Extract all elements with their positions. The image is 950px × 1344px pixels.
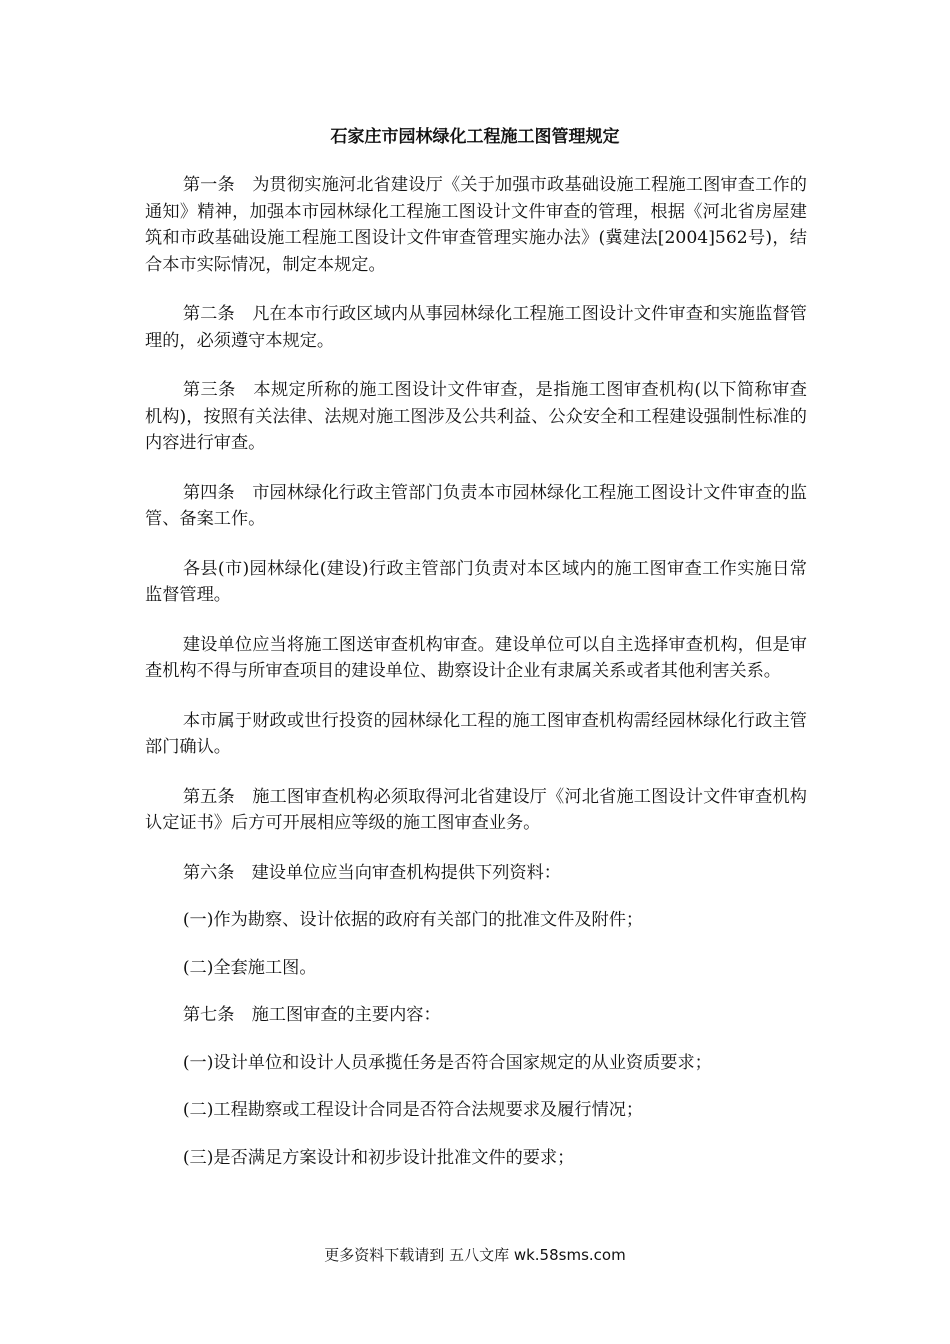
paragraph: 第三条 本规定所称的施工图设计文件审查，是指施工图审查机构(以下简称审查机构)，按照有关法律、法规对施工图涉及公共利益、公众安全和工程建设强制性标准的内容进行审查。 xyxy=(145,380,807,453)
footer-watermark-text: 更多资料下载请到 五八文库 wk.58sms.com xyxy=(324,1246,626,1264)
list-item: (二)全套施工图。 xyxy=(182,957,317,978)
document-title: 石家庄市园林绿化工程施工图管理规定 xyxy=(330,127,620,147)
list-item: (二)工程勘察或工程设计合同是否符合法规要求及履行情况； xyxy=(182,1100,644,1120)
list-item: (三)是否满足方案设计和初步设计批准文件的要求； xyxy=(182,1147,575,1168)
paragraph: 各县(市)园林绿化(建设)行政主管部门负责对本区域内的施工图审查工作实施日常监督管理。 xyxy=(145,558,807,605)
document-body xyxy=(145,172,807,1192)
paragraph: 第四条 市园林绿化行政主管部门负责本市园林绿化工程施工图设计文件审查的监管、备案工作。 xyxy=(145,482,807,529)
paragraph: 第五条 施工图审查机构必须取得河北省建设厅《河北省施工图设计文件审查机构认定证书》后方可开展相应等级的施工图审查业务。 xyxy=(145,786,807,833)
paragraph: 建设单位应当将施工图送审查机构审查。建设单位可以自主选择审查机构，但是审查机构不得与所审查项目的建设单位、勘察设计企业有隶属关系或者其他利害关系。 xyxy=(145,634,807,681)
paragraph: 第七条 施工图审查的主要内容： xyxy=(182,1005,441,1025)
paragraph: 第一条 为贯彻实施河北省建设厅《关于加强市政基础设施工程施工图审查工作的通知》精神，加强本市园林绿化工程施工图设计文件审查的管理，根据《河北省房屋建筑和市政基础设施工程施工图设计文件审查管理实施办法》(冀建法[2004]562号)，结合本市实际情况，制定本规定。 xyxy=(145,175,807,275)
list-item: (一)作为勘察、设计依据的政府有关部门的批准文件及附件； xyxy=(182,910,644,930)
paragraph: 本市属于财政或世行投资的园林绿化工程的施工图审查机构需经园林绿化行政主管部门确认。 xyxy=(145,710,807,757)
list-item: (一)设计单位和设计人员承揽任务是否符合国家规定的从业资质要求； xyxy=(182,1052,712,1073)
paragraph: 第二条 凡在本市行政区域内从事园林绿化工程施工图设计文件审查和实施监督管理的，必须遵守本规定。 xyxy=(145,304,807,351)
paragraph: 第六条 建设单位应当向审查机构提供下列资料： xyxy=(182,862,561,883)
